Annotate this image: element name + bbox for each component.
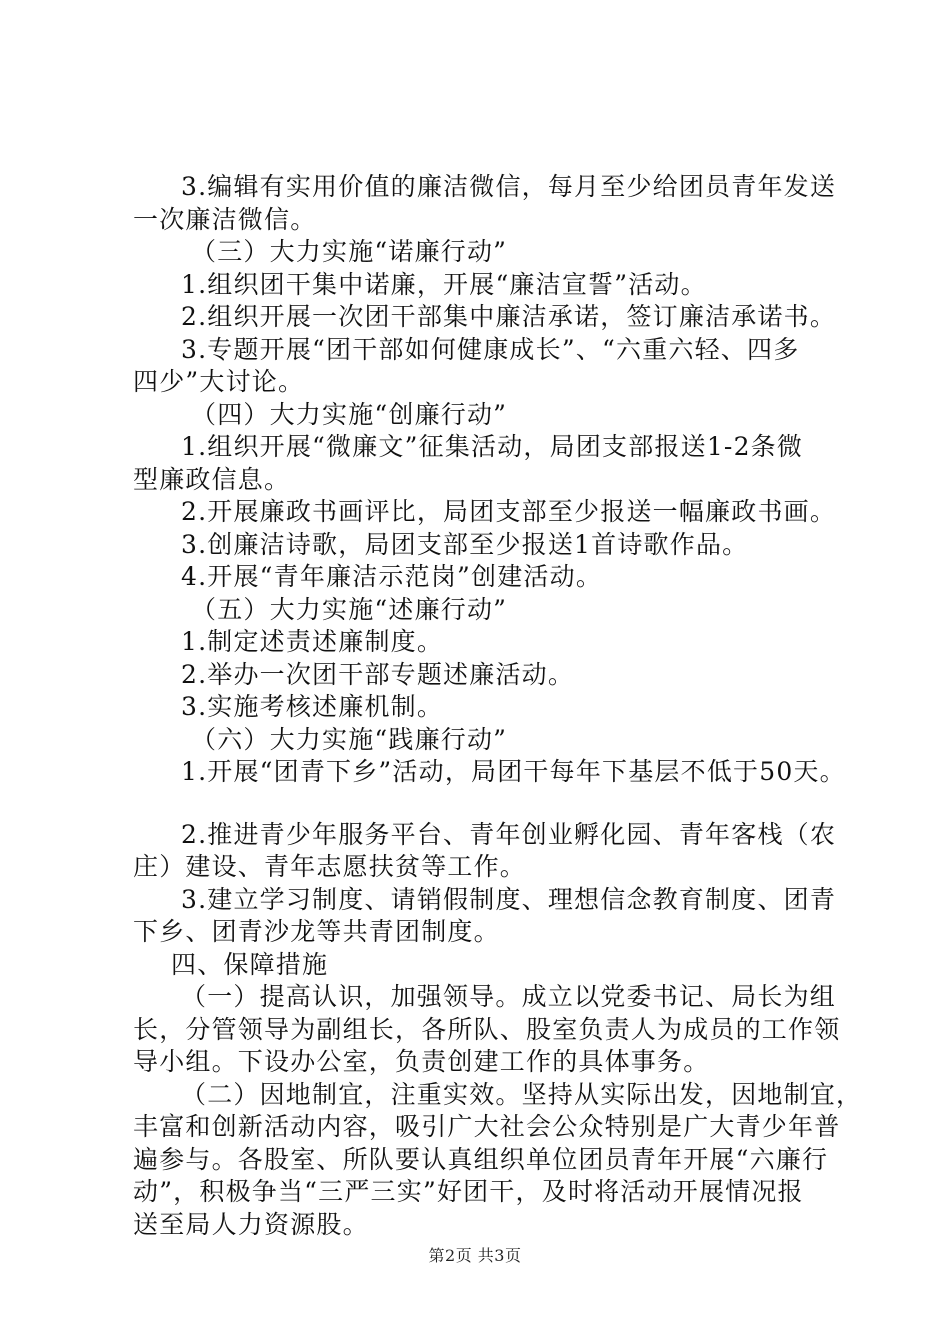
paragraph-line: 型廉政信息。	[133, 464, 291, 494]
paragraph-line: 遍参与。各股室、所队要认真组织单位团员青年开展“六廉行	[133, 1144, 829, 1174]
paragraph-line: 3.建立学习制度、请销假制度、理想信念教育制度、团青	[181, 884, 837, 914]
paragraph-line: 四少”大讨论。	[133, 367, 305, 396]
paragraph-line: 1.制定述责述廉制度。	[181, 627, 444, 656]
paragraph-line: 导小组。下设办公室，负责创建工作的具体事务。	[133, 1047, 710, 1076]
paragraph-line: 4.开展“青年廉洁示范岗”创建活动。	[181, 562, 603, 591]
paragraph-line: 2.组织开展一次团干部集中廉洁承诺，签订廉洁承诺书。	[181, 302, 837, 331]
paragraph-line: 下乡、团青沙龙等共青团制度。	[133, 917, 500, 946]
paragraph-line: 动”，积极争当“三严三实”好团干，及时将活动开展情况报	[133, 1177, 804, 1206]
paragraph-line: 3.编辑有实用价值的廉洁微信，每月至少给团员青年发送	[181, 172, 837, 201]
paragraph-line: 长，分管领导为副组长，各所队、股室负责人为成员的工作领	[133, 1014, 841, 1044]
page-number: 第2页 共3页	[428, 1246, 522, 1265]
section-heading: （六）大力实施“践廉行动”	[191, 724, 508, 754]
paragraph-line: 1.开展“团青下乡”活动，局团干每年下基层不低于50天。	[181, 757, 846, 786]
paragraph-line: 3.实施考核述廉机制。	[181, 692, 444, 721]
paragraph-line: 3.专题开展“团干部如何健康成长”、“六重六轻、四多	[181, 334, 800, 364]
paragraph-line: （二）因地制宜，注重实效。坚持从实际出发，因地制宜，	[181, 1079, 863, 1109]
paragraph-line: 1.组织团干集中诺廉，开展“廉洁宣誓”活动。	[181, 269, 707, 299]
paragraph-line: 庄）建设、青年志愿扶贫等工作。	[133, 852, 527, 881]
section-heading: （五）大力实施“述廉行动”	[191, 594, 508, 624]
blank-line	[133, 789, 833, 819]
paragraph-line: （一）提高认识，加强领导。成立以党委书记、局长为组	[181, 982, 837, 1011]
paragraph-line: 丰富和创新活动内容，吸引广大社会公众特别是广大青少年普	[133, 1112, 841, 1141]
document-body	[133, 171, 863, 1241]
section-heading: （四）大力实施“创廉行动”	[191, 399, 508, 429]
section-heading: 四、保障措施	[171, 949, 329, 979]
paragraph-line: 1.组织开展“微廉文”征集活动，局团支部报送1-2条微	[181, 432, 804, 461]
paragraph-line: 2.开展廉政书画评比，局团支部至少报送一幅廉政书画。	[181, 497, 837, 526]
paragraph-line: 一次廉洁微信。	[133, 204, 317, 234]
paragraph-line: 3.创廉洁诗歌，局团支部至少报送1首诗歌作品。	[181, 529, 749, 559]
paragraph-line: 送至局人力资源股。	[133, 1209, 369, 1239]
section-heading: （三）大力实施“诺廉行动”	[191, 237, 508, 266]
paragraph-line: 2.举办一次团干部专题述廉活动。	[181, 659, 575, 689]
paragraph-line: 2.推进青少年服务平台、青年创业孵化园、青年客栈（农	[181, 819, 837, 849]
